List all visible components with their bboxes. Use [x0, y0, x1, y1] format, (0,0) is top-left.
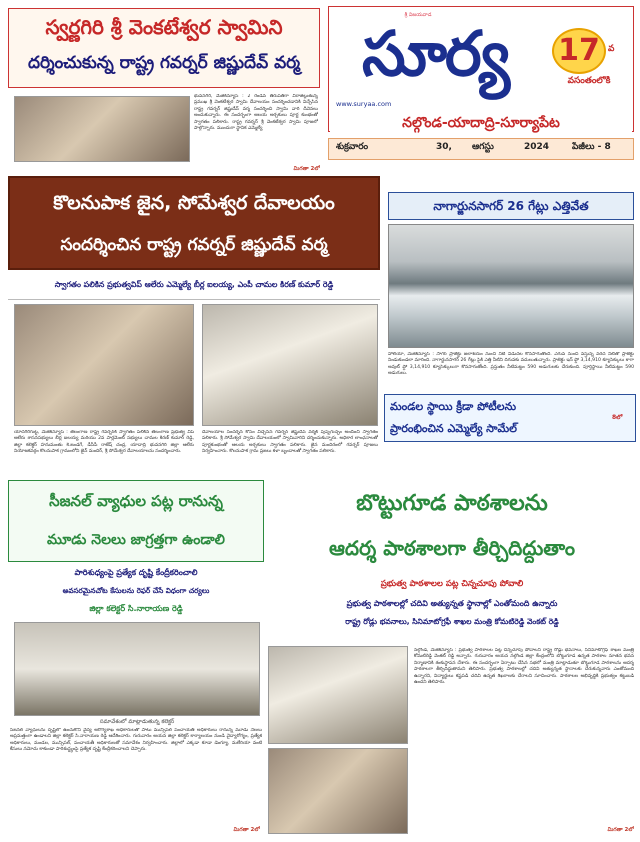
story6-photo-1	[268, 646, 408, 744]
story1-continued[interactable]: మిగతా 2లో	[293, 166, 320, 172]
story6-subhead1: ప్రభుత్వ పాఠశాలల పట్ల చిన్నచూపు పోవాలి	[380, 579, 524, 589]
story4-page-ref[interactable]: 8లో	[612, 414, 623, 421]
story6-headline-line1: బొట్టుగూడ పాఠశాలను	[356, 491, 548, 516]
story1-headline-line2: దర్శించుకున్న రాష్ట్ర గవర్నర్ జిష్ణుదేవ్ వర్మ	[27, 53, 301, 73]
story6-subhead3: రాష్ట్ర రోడ్లు భవనాలు, సినిమాటోగ్రఫీ శాఖల మంత్రి కోమటిరెడ్డి వెంకట్ రెడ్డి	[345, 617, 559, 626]
edition-name: నల్గొండ-యాదాద్రి-సూర్యాపేట	[402, 115, 560, 131]
dateline-month: ఆగస్టు	[472, 142, 494, 152]
story2-photo-2	[202, 304, 378, 426]
masthead-logo: సూర్య	[361, 17, 509, 90]
story1-body: భువనగిరి, మేజిక్‌న్యూస్ : 2 రెండవ తిరుపతిగా విరాజిల్లుతున్న ప్రముఖ శ్రీ వెంకటేశ్వర స్వామి దేవాలయం సందర్శించడానికి విచ్చేసిన రాష్ట్ర గవర్నర్ జిష్ణుదేవ్ వర్మ సందర్శించి స్వామి వారి దీవెనలు అందుకున్నారు. ఈ సందర్భంగా ఆలయ అర్చకులు పూర్ణ కుంభంతో స్వాగతం పలికారు. రాష్ట్ర గవర్నర్ శ్రీ వెంకటేశ్వర స్వామి పూజలో పాల్గొన్నారు. ముందుగా స్థానిక ఎమ్మెల్యే	[194, 94, 318, 132]
story1-photo	[14, 96, 190, 162]
story2-body-right: దేవాలయాల సందర్శన కోసం విచ్చేసిన గవర్నర్ జిష్ణుదేవ్ వర్మకి పుష్పగుచ్ఛం అందించి స్వాగతం పలికారు. శ్రీ సోమేశ్వర స్వామి దేవాలయంలో స్వామివారిని దర్శించుకున్నారు. అధికార లాంఛనాలతో పూర్ణకుంభంతో ఆలయ అర్చకులు స్వాగతం పలికారు. జైన మందిరంలో గవర్నర్ పూజలు నిర్వహించారు. కొలనుపాక గ్రామ ప్రజలు కళా బృందాలతో స్వాగతం పలికారు.	[202, 430, 378, 455]
story6-continued[interactable]: మిగతా 2లో	[607, 827, 634, 833]
story5-body: సీజనల్ వ్యాధులను దృష్టిలో ఉంచుకొని వైద్య ఆరోగ్యశాఖ అధికారులతో పాటు మున్సిపల్ పంచాయతీ అధికారులు రానున్న మూడు నెలలు అప్రమత్తంగా ఉండాలని జిల్లా కలెక్టర్ సి.నారాయణ రెడ్డి ఆదేశించారు. గురువారం ఆయన జిల్లా కలెక్టర్ కార్యాలయం నుండి వైద్యారోగ్యం, ప్రత్యేక అధికారులు, మండల, మున్సిపల్, పంచాయతీ అధికారులతో సమావేశం నిర్వహించారు. జిల్లాలో ఎక్కడా కూడా డెంగ్యూ, మలేరియా వంటి కేసులు నమోదు కాకుండా పారిశుద్ధ్యంపై ప్రత్యేక దృష్టి కేంద్రీకరించాలని చెప్పారు.	[10, 728, 262, 753]
story3-dam-photo	[388, 224, 634, 348]
story5-continued[interactable]: మిగతా 2లో	[233, 827, 260, 833]
story6-photo-2	[268, 748, 408, 834]
story2-headline-line1: కొలనుపాక జైన, సోమేశ్వర దేవాలయం	[53, 192, 335, 214]
story5-headline-line1: సీజనల్ వ్యాధుల పట్ల రానున్న	[49, 492, 223, 510]
story4-headline-line2: ప్రారంభించిన ఎమ్మెల్యే సామేల్	[390, 422, 517, 435]
story5-subhead2: అవసరమైనచోట కేసులను రెఫర్ చేసే విధంగా చర్యలు	[62, 586, 210, 595]
dateline-pages: పేజీలు - 8	[572, 142, 611, 152]
story5-headline-line2: మూడు నెలలు జాగ్రత్తగా ఉండాలి	[47, 532, 225, 548]
anniversary-text: వసంతంలోకి	[567, 76, 611, 86]
story6-body: నల్గొండ, మేజిక్‌న్యూస్ : ప్రభుత్వ పాఠశాలల పట్ల చిన్నచూపు పోవాలని రాష్ట్ర రోడ్లు భవనాలు, సినిమాటోగ్రఫీ శాఖల మంత్రి కోమటిరెడ్డి వెంకట్ రెడ్డి అన్నారు. గురువారం ఆయన నల్గొండ జిల్లా కేంద్రంలోని బొట్టుగూడ ఉన్నత పాఠశాల నూతన భవన నిర్మాణానికి శంకుస్థాపన చేశారు. ఈ సందర్భంగా ఏర్పాటు చేసిన సభలో మంత్రి మాట్లాడుతూ బొట్టుగూడ పాఠశాలను ఆదర్శ పాఠశాలగా తీర్చిదిద్దుతామని తెలిపారు. ప్రభుత్వ పాఠశాలల్లో చదివి అత్యున్నత స్థానాలకు చేరుకున్నవారు ఎంతోమంది ఉన్నారని, విద్యార్థులు కష్టపడి చదివి ఉన్నత శిఖరాలకు చేరాలని సూచించారు. పాఠశాలల అభివృద్ధికి ప్రభుత్వం కట్టుబడి ఉందని తెలిపారు.	[414, 648, 634, 686]
dateline-day: శుక్రవారం	[336, 142, 369, 152]
anniversary-number: 17	[558, 33, 600, 68]
story6-subhead2: ప్రభుత్వ పాఠశాలల్లో చదివి అత్యున్నత స్థానాల్లో ఎంతోమంది ఉన్నారు	[346, 599, 558, 608]
masthead-website[interactable]: www.suryaa.com	[336, 100, 392, 108]
dateline-year: 2024	[524, 142, 550, 152]
story3-headline: నాగార్జునసాగర్ 26 గేట్లు ఎత్తివేత	[433, 199, 589, 213]
story5-photo	[14, 622, 260, 716]
masthead-logo-small: శ్రీ విజయవాడ	[404, 12, 432, 18]
story4-headline-line1: మండల స్థాయి క్రీడా పోటీలను	[390, 400, 517, 413]
story2-photo-1	[14, 304, 194, 426]
story2-body-left: యాదగిరిగుట్ట, మేజిక్‌న్యూస్ : తెలంగాణ రాష్ట్ర గవర్నర్‌కి స్వాగతం పలికిన తెలంగాణ ప్రభుత్వ విప్ ఆలేరు శాసనసభ్యులు బీర్ల ఐలయ్య మరియు 2వ పార్లమెంట్ సభ్యులు చామల కిరణ్ కుమార్ రెడ్డి, జిల్లా కలెక్టర్ హనుమంతు కె.జండగే, డీసీపీ రాజేష్ చంద్ర, యాదాద్రి భువనగిరి జిల్లా ఆలేరు నియోజకవర్గం కొలనుపాక గ్రామంలోని జైన్ మందిర్, శ్రీ సోమేశ్వర దేవాలయాలను సందర్శించారు.	[14, 430, 194, 455]
story5-subhead1: పారిశుధ్యంపై ప్రత్యేక దృష్టి కేంద్రీకరించాలి	[74, 568, 198, 577]
anniversary-suffix: వ	[608, 44, 615, 54]
story5-subhead3: జిల్లా కలెక్టర్ సి.నారాయణ రెడ్డి	[89, 604, 183, 613]
story3-body: హాలియా, మేజిక్‌న్యూస్ : సాగర్ ప్రాజెక్టు జలాశయం నుంచి నీటి విడుదల కొనసాగుతోంది. ఎగువ నుంచి వస్తున్న వరద నీటితో ప్రాజెక్టు నిండుకుండలా మారింది. నాగార్జునసాగర్ 26 గేట్లు పైకి ఎత్తి నీటిని దిగువకు వదులుతున్నారు. ప్రాజెక్టు ఇన్ ఫ్లో 3,14,910 క్యూసెక్కులు కాగా అవుట్ ఫ్లో 3,14,910 క్యూసెక్కులుగా కొనసాగుతోంది. ప్రస్తుతం నీటిమట్టం 590 అడుగులకు చేరుకుంది. పూర్తిస్థాయి నీటిమట్టం 590 అడుగులు.	[388, 352, 634, 377]
story2-subhead: స్వాగతం పలికిన ప్రభుత్వవిప్ ఆలేరు ఎమ్మెల్యే బీర్ల ఐలయ్య, ఎంపీ చామల కిరణ్ కుమార్ రెడ్డి	[8, 278, 380, 300]
story2-headline-line2: సందర్శించిన రాష్ట్ర గవర్నర్ జిష్ణుదేవ్ వర్మ	[60, 235, 328, 255]
story1-headline-line1: స్వర్ణగిరి శ్రీ వెంకటేశ్వర స్వామిని	[45, 15, 283, 39]
story5-caption: సమావేశంలో మాట్లాడుతున్న కలెక్టర్	[99, 719, 175, 725]
story6-headline-line2: ఆదర్శ పాఠశాలగా తీర్చిదిద్దుతాం	[328, 536, 576, 560]
dateline-date-day: 30,	[436, 142, 452, 152]
